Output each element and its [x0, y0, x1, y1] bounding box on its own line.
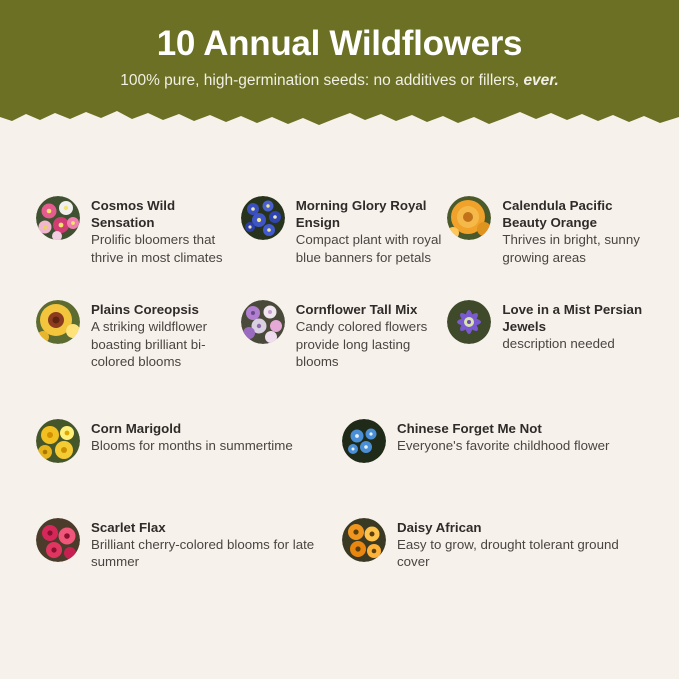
header-subtitle — [0, 70, 679, 92]
flower-name: Calendula Pacific Beauty Orange — [502, 198, 613, 230]
corn-marigold-photo-icon — [36, 419, 80, 463]
list-item[interactable] — [36, 300, 241, 371]
list-item[interactable] — [447, 196, 659, 266]
cosmos-flower-photo-icon — [36, 196, 80, 240]
list-item[interactable] — [241, 196, 448, 266]
list-item-text — [502, 196, 659, 266]
flower-name: Scarlet Flax — [91, 519, 166, 535]
morning-glory-photo-icon — [241, 196, 285, 240]
flower-description: Thrives in bright, sunny growing areas — [502, 232, 640, 265]
flower-row-2 — [0, 300, 679, 371]
list-item-text — [91, 196, 241, 266]
coreopsis-photo-icon — [36, 300, 80, 344]
page-title: 10 Annual Wildflowers — [156, 24, 523, 63]
flower-row-4 — [0, 518, 679, 571]
cornflower-mix-photo-icon — [241, 300, 285, 344]
flower-description: description needed — [502, 336, 615, 351]
list-item[interactable] — [342, 518, 642, 571]
flower-name: Morning Glory Royal Ensign — [295, 198, 427, 230]
flower-description: Compact plant with royal blue banners for petals — [295, 232, 442, 265]
flower-name: Cornflower Tall Mix — [295, 302, 418, 317]
list-item[interactable] — [241, 300, 448, 371]
header-subtitle-emphasis: ever. — [523, 72, 559, 89]
list-item-text — [397, 518, 642, 571]
flower-description: Easy to grow, drought tolerant ground cover — [397, 536, 619, 569]
flower-description: A striking wildflower boasting brilliant bi-colored blooms — [91, 319, 208, 369]
flower-description: Candy colored flowers provide long lasting blooms — [295, 319, 428, 369]
list-item-text — [91, 518, 342, 571]
flower-description: Everyone's favorite childhood flower — [397, 437, 610, 453]
flower-name: Love in a Mist Persian Jewels — [502, 302, 643, 334]
flower-name: Cosmos Wild Sensation — [91, 198, 176, 230]
header-subtitle-main: 100% pure, high-germination seeds: no additives or fillers, — [120, 72, 524, 89]
list-item-text — [296, 300, 448, 371]
flower-name: Corn Marigold — [91, 420, 182, 436]
list-item[interactable] — [36, 196, 241, 266]
flower-description: Prolific bloomers that thrive in most climates — [91, 232, 223, 265]
list-item-text — [296, 196, 448, 266]
flower-description: Blooms for months in summertime — [91, 437, 293, 453]
list-item[interactable] — [36, 518, 342, 571]
list-item[interactable] — [342, 419, 642, 463]
list-item-text — [91, 419, 293, 455]
list-item-text — [502, 300, 659, 353]
flower-name: Plains Coreopsis — [91, 302, 199, 317]
forget-me-not-photo-icon — [342, 419, 386, 463]
flower-name: Daisy African — [397, 519, 482, 535]
flower-name: Chinese Forget Me Not — [397, 420, 542, 436]
list-item[interactable] — [36, 419, 342, 463]
list-item-text — [397, 419, 609, 455]
scarlet-flax-photo-icon — [36, 518, 80, 562]
list-item-text — [91, 300, 241, 371]
header-banner — [0, 0, 679, 132]
nigella-photo-icon — [447, 300, 491, 344]
flower-row-1 — [0, 196, 679, 266]
flower-description: Brilliant cherry-colored blooms for late summer — [91, 536, 315, 569]
african-daisy-photo-icon — [342, 518, 386, 562]
calendula-photo-icon — [447, 196, 491, 240]
torn-paper-edge-icon — [0, 107, 679, 132]
flower-list — [0, 196, 679, 571]
list-item[interactable] — [447, 300, 659, 353]
flower-row-3 — [0, 419, 679, 463]
